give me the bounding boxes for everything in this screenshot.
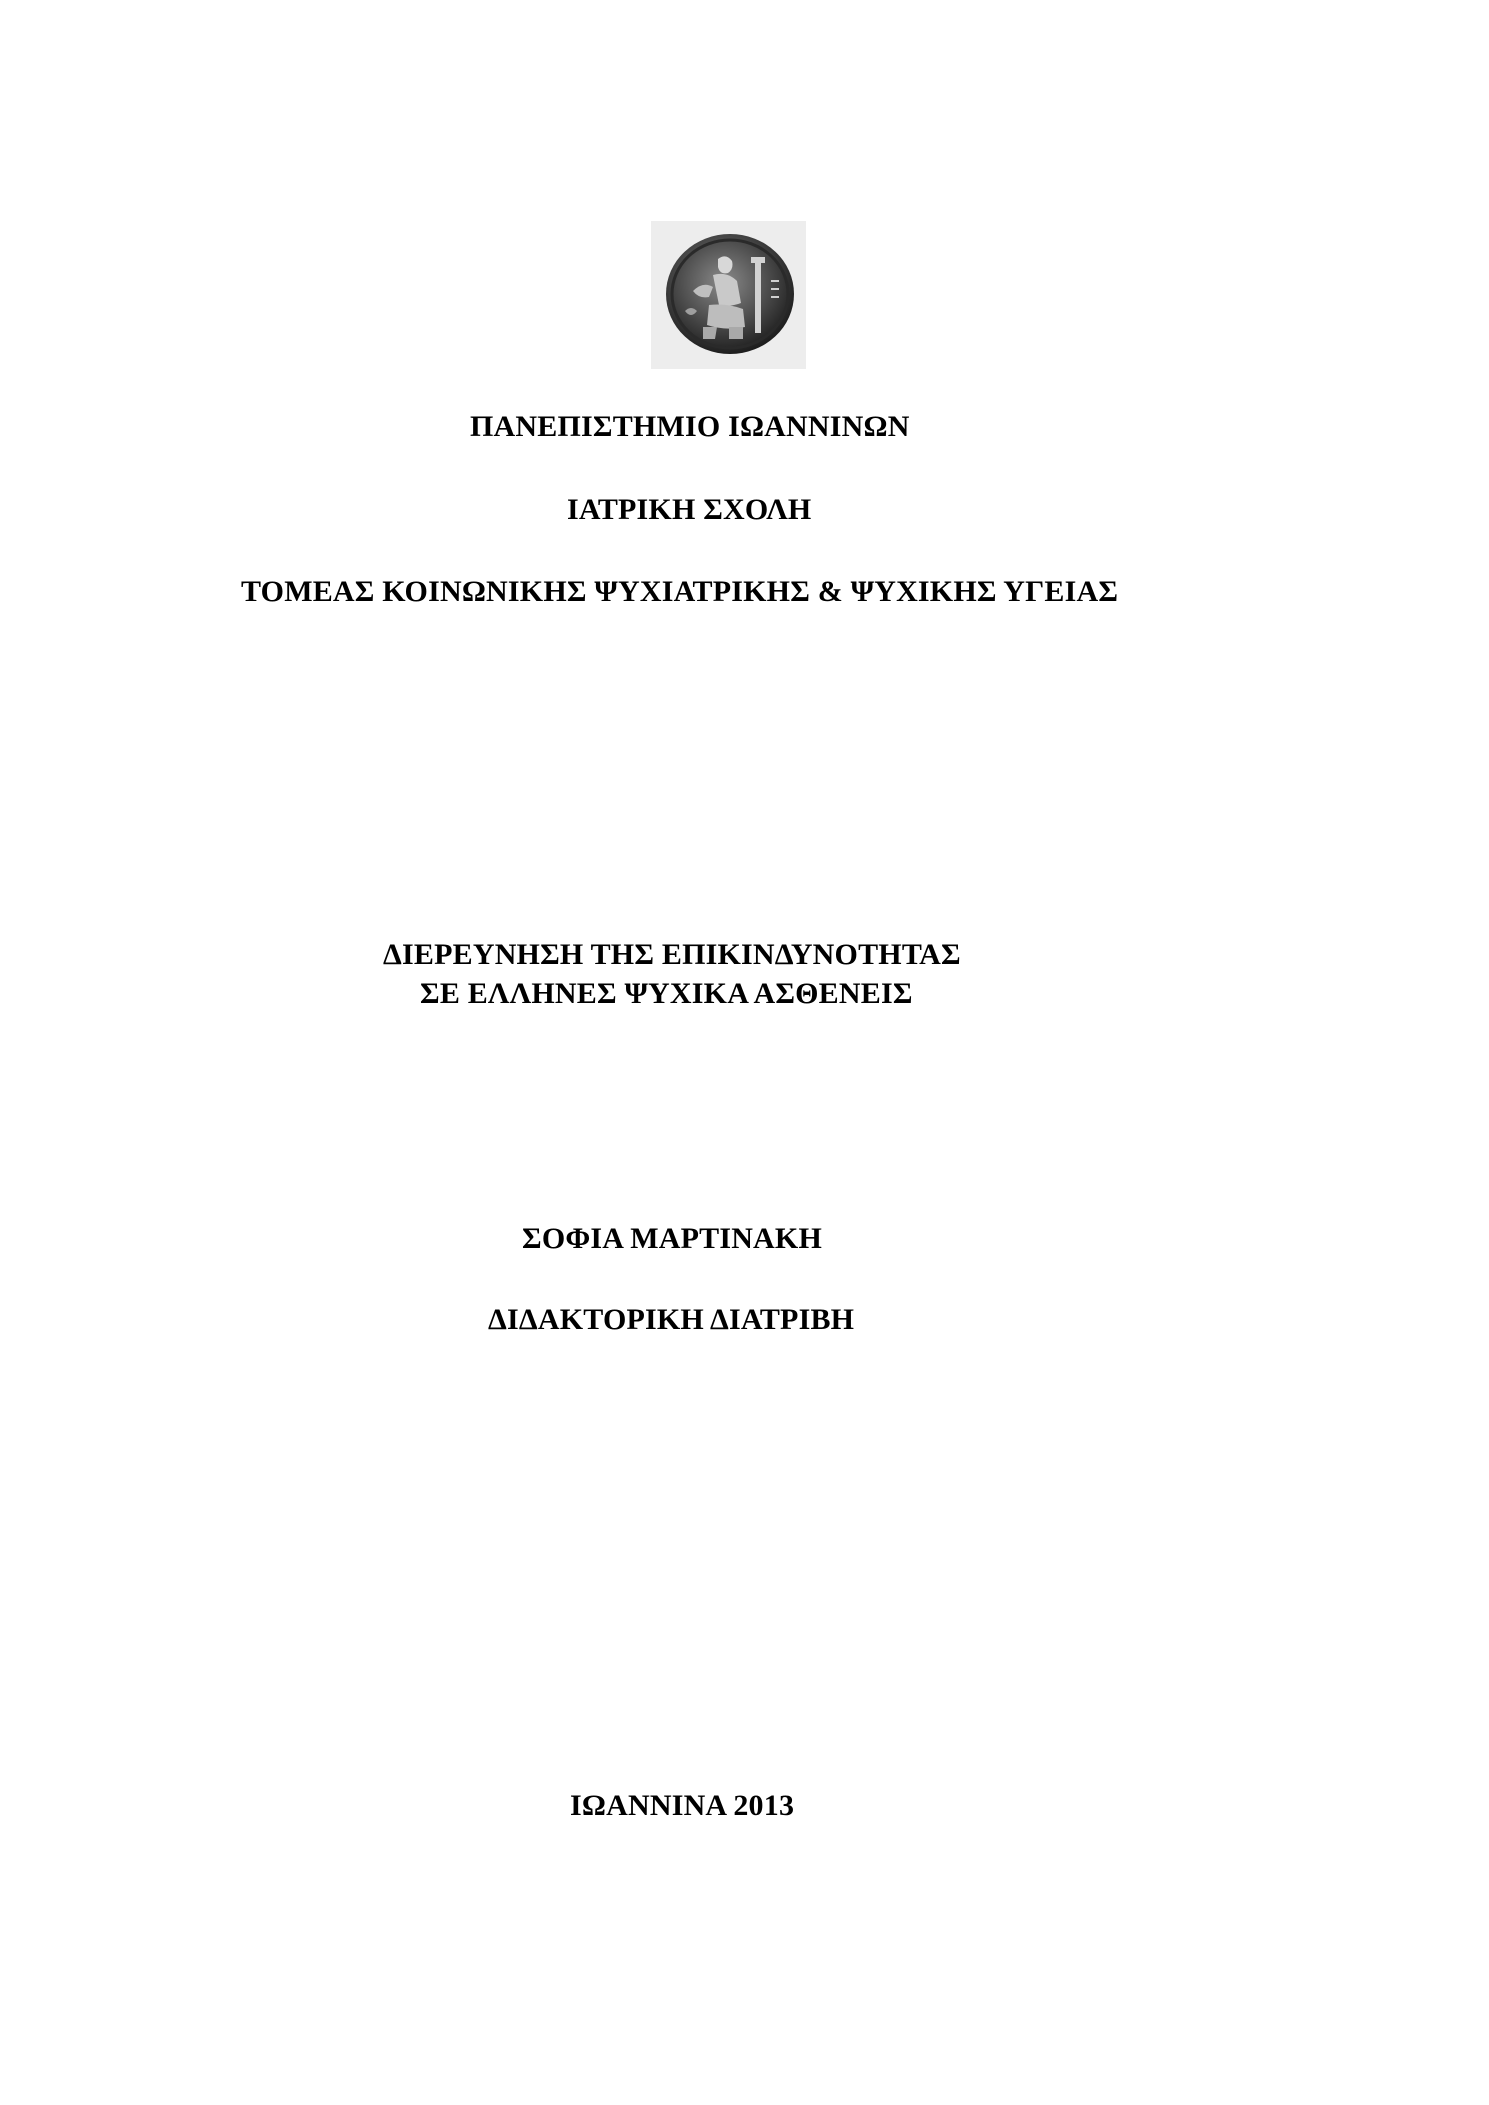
thesis-type: ΔΙΔΑΚΤΟΡΙΚΗ ΔΙΑΤΡΙΒΗ bbox=[488, 1303, 855, 1336]
place-and-year: ΙΩΑΝΝΙΝΑ 2013 bbox=[570, 1789, 795, 1822]
thesis-title-line-1: ΔΙΕΡΕΥΝΗΣΗ ΤΗΣ ΕΠΙΚΙΝΔΥΝΟΤΗΤΑΣ bbox=[383, 938, 961, 971]
author-name: ΣΟΦΙΑ ΜΑΡΤΙΝΑΚΗ bbox=[522, 1222, 822, 1255]
thesis-title-line-2: ΣΕ ΕΛΛΗΝΕΣ ΨΥΧΙΚΑ ΑΣΘΕΝΕΙΣ bbox=[420, 977, 913, 1010]
coin-seal-icon bbox=[663, 231, 797, 358]
university-logo bbox=[651, 221, 806, 369]
school-name: ΙΑΤΡΙΚΗ ΣΧΟΛΗ bbox=[567, 493, 812, 526]
university-name: ΠΑΝΕΠΙΣΤΗΜΙΟ ΙΩΑΝΝΙΝΩΝ bbox=[470, 410, 910, 443]
department-name: ΤΟΜΕΑΣ ΚΟΙΝΩΝΙΚΗΣ ΨΥΧΙΑΤΡΙΚΗΣ & ΨΥΧΙΚΗΣ ΥΓΕΙΑΣ bbox=[241, 575, 1119, 608]
